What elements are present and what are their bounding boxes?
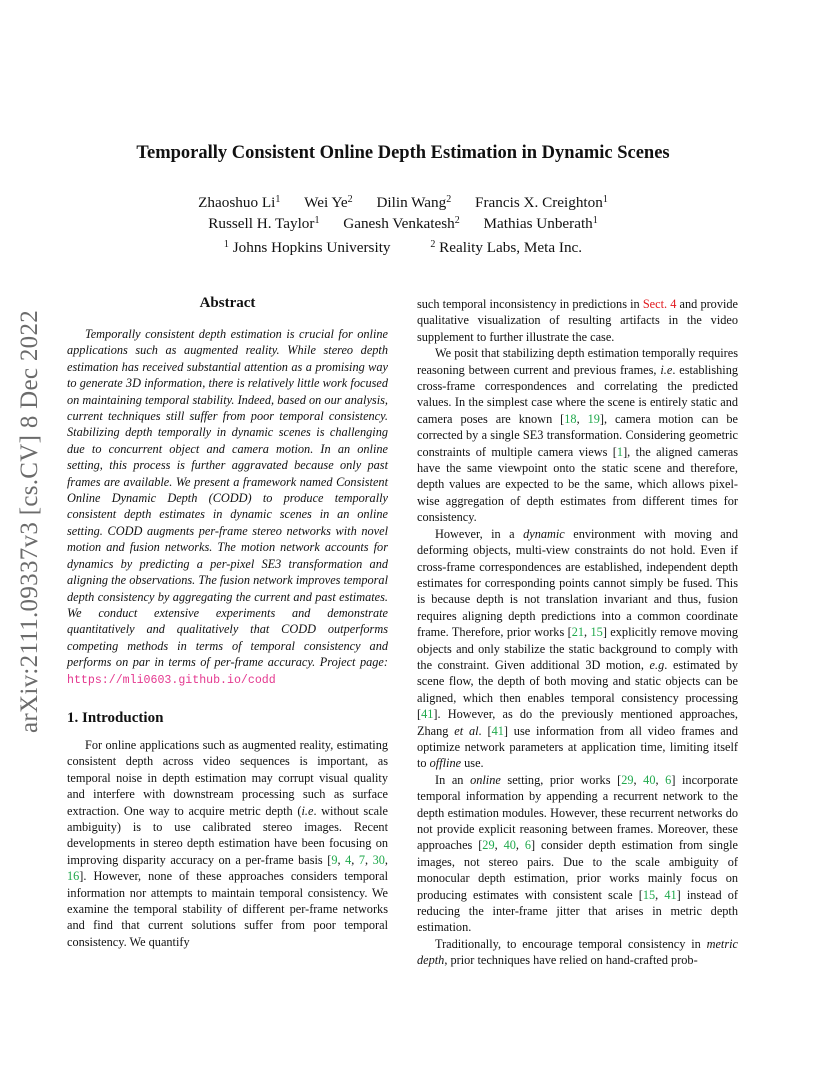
citation-link[interactable]: 6 <box>524 838 531 853</box>
citation-link[interactable]: 19 <box>587 411 600 426</box>
citation-link[interactable]: 1 <box>616 444 624 459</box>
arxiv-identifier: arXiv:2111.09337v3 [cs.CV] 8 Dec 2022 <box>16 309 43 733</box>
affiliation: $^1$ Johns Hopkins University <box>223 239 391 256</box>
author[interactable]: Francis X. Creighton$^1$ <box>475 194 608 211</box>
citation-link[interactable]: 15 <box>642 887 656 902</box>
author[interactable]: Dilin Wang$^2$ <box>376 194 452 211</box>
citation-link[interactable]: 9 <box>331 852 338 867</box>
body-paragraph: In an online setting, prior works [29, 40, 6] incorporate temporal information by appending a recurrent network to the depth estimation modules. However, these recurrent networks do not provide explicit reasoning between frames. Moreover, these approaches [29, 40, 6] consider depth estimation from single images, not stereo pairs. Due to the scale ambiguity of monocular depth estimation, prior works mainly focus on producing estimates with consistent scale [15, 41] instead of reducing the inter-frame jitter that arises in metric depth estimation. <box>417 772 739 935</box>
citation-link[interactable]: 15 <box>590 625 603 640</box>
citation-link[interactable]: 30 <box>372 852 385 867</box>
citation-link[interactable]: 21 <box>571 625 585 640</box>
author[interactable]: Mathias Unberath$^1$ <box>483 215 598 232</box>
section-heading-introduction: 1. Introduction <box>67 709 164 726</box>
citation-link[interactable]: 41 <box>664 887 677 902</box>
citation-link[interactable]: 4 <box>345 852 352 867</box>
section-reference-link[interactable]: Sect. 4 <box>642 297 677 311</box>
authors-row-2 <box>68 213 738 235</box>
affiliations <box>68 237 738 259</box>
citation-link[interactable]: 18 <box>564 411 577 426</box>
author[interactable]: Ganesh Venkatesh$^2$ <box>343 215 460 232</box>
right-column <box>417 296 738 969</box>
affiliation: $^2$ Reality Labs, Meta Inc. <box>430 239 583 256</box>
authors-row-1 <box>68 192 738 214</box>
author[interactable]: Russell H. Taylor$^1$ <box>208 215 320 232</box>
project-page-link[interactable]: https://mli0603.github.io/codd <box>67 673 276 687</box>
body-paragraph: Traditionally, to encourage temporal consistency in metric depth, prior techniques have relied on hand-crafted prob- <box>417 936 738 968</box>
author[interactable]: Zhaoshuo Li$^1$ <box>198 194 281 211</box>
body-paragraph: However, in a dynamic environment with moving and deforming objects, multi-view constraints do not hold. Even if cross-frame correspondences are established, independent depth estimates for corresponding points cannot simply be fused. This is because depth is not translation invariant and thus, fusion requires aligning depth predictions into a common coordinate frame. Therefore, prior works [21, 15] explicitly remove moving objects and only stabilize the static background to comply with the constraint. Given additional 3D motion, e.g. estimated by scene flow, the depth of both moving and static objects can be aligned, which then enables temporal consistency processing [41]. However, as do the previously mentioned approaches, Zhang et al. [41] use information from all video frames and optimize network parameters at application time, limiting itself to offline use. <box>417 526 738 771</box>
intro-paragraph: For online applications such as augmented reality, estimating consistent depth across video sequences is important, as temporal noise in depth estimation may corrupt visual quality and interfere with downstream processing such as surface extraction. One way to acquire metric depth (i.e. without scale ambiguity) is to use calibrated stereo images. Recent developments in stereo depth estimation have been focusing on improving disparity accuracy on a per-frame basis [9, 4, 7, 30, 16]. However, none of these approaches considers temporal information nor attempts to maintain temporal consistency. We examine the temporal stability of different per-frame networks and find that current solutions suffer from poor temporal consistency. We quantify <box>67 737 389 949</box>
citation-link[interactable]: 29 <box>621 772 634 787</box>
abstract-heading: Abstract <box>199 295 256 311</box>
citation-link[interactable]: 16 <box>67 869 80 884</box>
paper-title: Temporally Consistent Online Depth Estimation in Dynamic Scenes <box>136 143 670 163</box>
body-paragraph: such temporal inconsistency in predictions in Sect. 4 and provide qualitative visualization of resulting artifacts in the video supplement to further illustrate the case. <box>417 297 739 344</box>
citation-link[interactable]: 6 <box>665 772 672 787</box>
abstract-text: Temporally consistent depth estimation is crucial for online applications such as augmented reality. While stereo depth estimation has received substantial attention as a promising way to generate 3D information, there is relatively little work focused on maintaining temporal stability. Indeed, based on our analysis, current techniques still suffer from poor temporal consistency. Stabilizing depth temporally in dynamic scenes is challenging due to concurrent object and camera motion. In an online setting, this process is further aggravated because only past frames are available. We present a framework named Consistent Online Dynamic Depth (CODD) to produce temporally consistent depth estimates in dynamic scenes in an online setting. CODD augments per-frame stereo networks with novel motion and fusion networks. The motion network accounts for dynamics by predicting a per-pixel SE3 transformation and aligning the observations. The fusion network improves temporal depth consistency by aggregating the current and past estimates. We conduct extensive experiments and demonstrate quantitatively and qualitatively that CODD outperforms competing methods in terms of temporal consistency and performs on par in terms of per-frame accuracy. Project page: https://mli0603.github.io/codd <box>67 327 388 687</box>
citation-link[interactable]: 41 <box>491 723 504 738</box>
left-column <box>67 294 388 950</box>
citation-link[interactable]: 7 <box>358 852 366 867</box>
citation-link[interactable]: 40 <box>643 772 656 787</box>
citation-link[interactable]: 29 <box>482 838 495 853</box>
author[interactable]: Wei Ye$^2$ <box>304 194 353 211</box>
body-paragraph: We posit that stabilizing depth estimation temporally requires reasoning between current and previous frames, i.e. establishing cross-frame correspondences and correlating the predicted values. In the simplest case where the scene is entirely static and camera poses are known [18, 19], camera motion can be corrected by a single SE3 transformation. Considering geometric constraints of multiple camera views [1], the aligned cameras have the same viewpoint onto the static scene and therefore, depth values are expected to be the same, which allows pixel-wise aggregation of depth estimates from different times for consistency. <box>417 346 738 525</box>
citation-link[interactable]: 40 <box>503 838 516 853</box>
citation-link[interactable]: 41 <box>421 707 434 722</box>
